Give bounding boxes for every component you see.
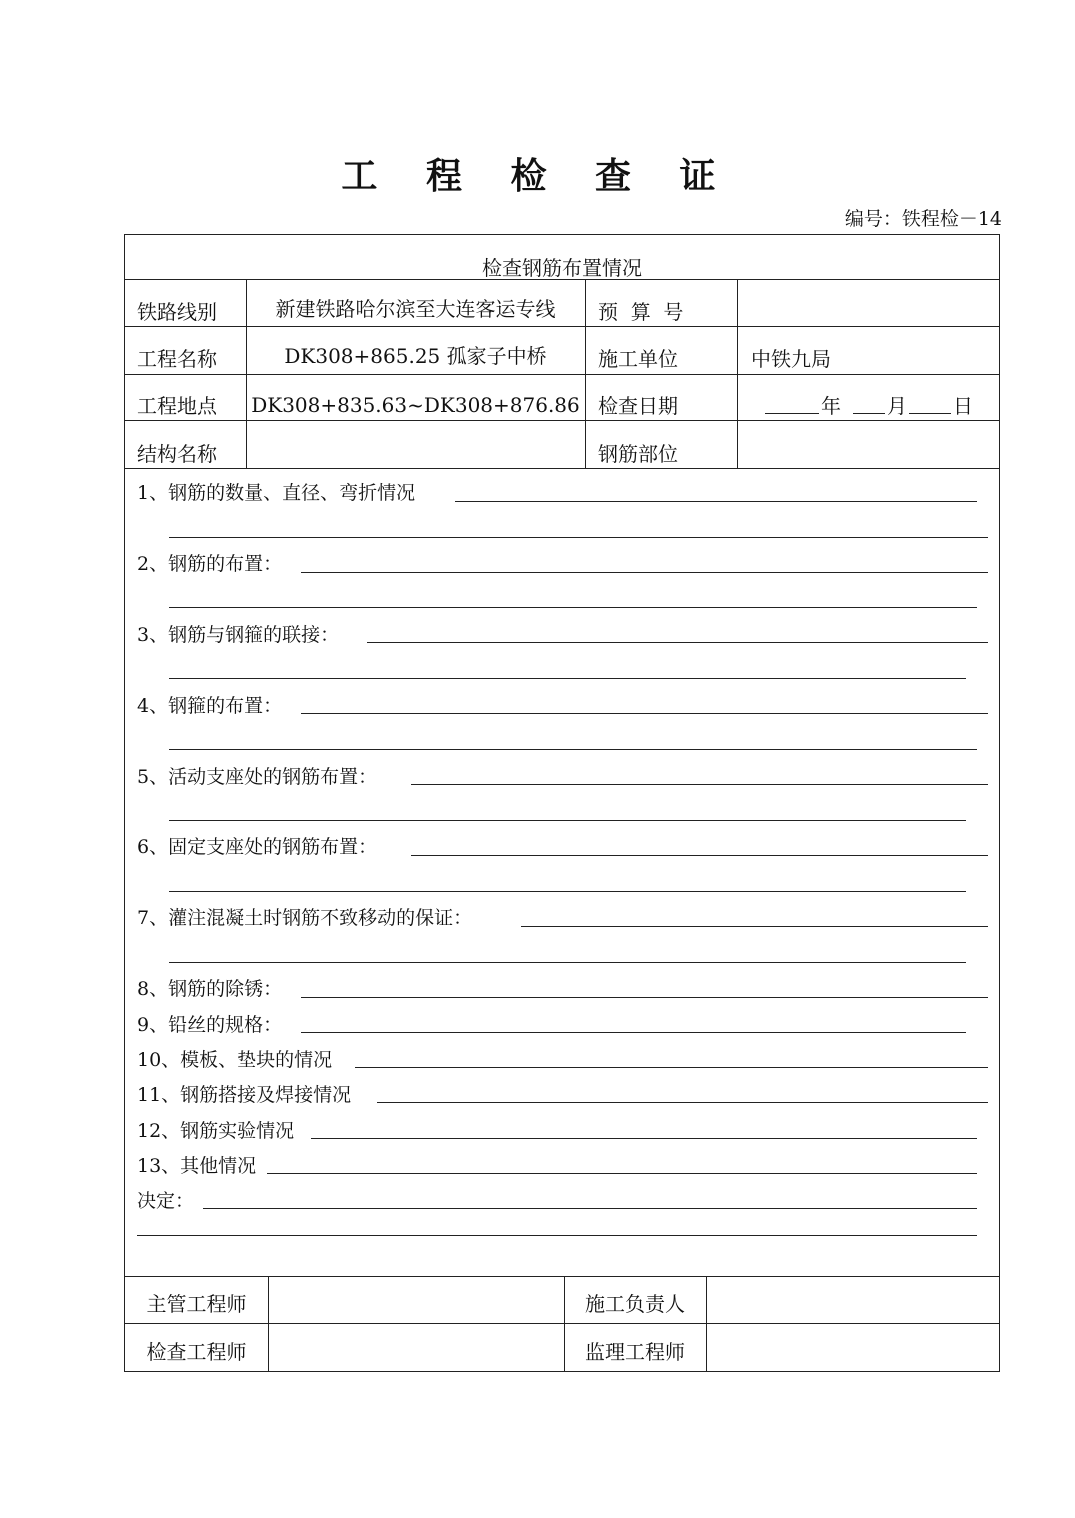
divider	[585, 279, 586, 468]
answer-line	[301, 1032, 966, 1033]
answer-line	[355, 1067, 988, 1068]
day-blank	[909, 413, 951, 414]
checklist-item-2: 2、钢筋的布置：	[137, 553, 283, 575]
answer-line	[169, 820, 966, 821]
chief-engineer-label: 主管工程师	[146, 1292, 247, 1316]
checklist-item-7: 7、灌注混凝土时钢筋不致移动的保证：	[137, 907, 473, 929]
answer-line	[521, 926, 988, 927]
answer-line	[169, 607, 977, 608]
rebar-position-label: 钢筋部位	[598, 442, 678, 466]
project-name-label: 工程名称	[137, 347, 217, 371]
answer-line	[311, 1138, 977, 1139]
checklist-item-1: 1、钢筋的数量、直径、弯折情况	[137, 482, 416, 504]
answer-line	[169, 749, 977, 750]
answer-line	[169, 537, 988, 538]
answer-line	[301, 997, 988, 998]
checklist-item-3: 3、钢筋与钢箍的联接：	[137, 624, 340, 646]
construction-lead-label: 施工负责人	[585, 1292, 685, 1316]
divider	[125, 420, 999, 421]
checklist-item-5: 5、活动支座处的钢筋布置：	[137, 766, 378, 788]
decision-label: 决定：	[137, 1190, 195, 1212]
divider	[125, 468, 999, 469]
month-blank	[853, 413, 885, 414]
answer-line	[169, 891, 966, 892]
inspecting-engineer-label: 检查工程师	[146, 1340, 247, 1364]
checklist-item-4: 4、钢箍的布置：	[137, 695, 283, 717]
answer-line	[203, 1208, 977, 1209]
project-location-label: 工程地点	[137, 394, 217, 418]
checklist-item-12: 12、钢筋实验情况	[137, 1120, 295, 1142]
divider	[737, 279, 738, 468]
divider	[125, 279, 999, 280]
inspection-form	[124, 234, 1000, 1372]
answer-line	[169, 678, 966, 679]
divider	[125, 326, 999, 327]
construction-unit-label: 施工单位	[598, 347, 678, 371]
month-label: 月	[887, 394, 907, 418]
budget-number-label: 预 算 号	[598, 300, 684, 324]
divider	[125, 1276, 999, 1277]
answer-line	[367, 642, 988, 643]
answer-line	[169, 962, 966, 963]
answer-line	[137, 1235, 977, 1236]
divider	[268, 1276, 269, 1371]
answer-line	[267, 1173, 977, 1174]
answer-line	[411, 784, 988, 785]
answer-line	[455, 501, 977, 502]
checklist-item-13: 13、其他情况	[137, 1155, 257, 1177]
supervising-engineer-label: 监理工程师	[585, 1340, 685, 1364]
answer-line	[301, 572, 988, 573]
railway-line-label: 铁路线别	[137, 300, 217, 324]
divider	[706, 1276, 707, 1371]
answer-line	[301, 713, 988, 714]
checklist-item-8: 8、钢筋的除锈：	[137, 978, 283, 1000]
document-title: 工 程 检 查 证	[341, 155, 734, 197]
answer-line	[411, 855, 988, 856]
day-label: 日	[953, 394, 973, 418]
project-name-value: DK308+865.25 孤家子中桥	[284, 344, 547, 368]
structure-name-label: 结构名称	[137, 442, 217, 466]
construction-unit-value: 中铁九局	[751, 347, 831, 371]
checklist-item-10: 10、模板、垫块的情况	[137, 1049, 333, 1071]
checklist-item-6: 6、固定支座处的钢筋布置：	[137, 836, 378, 858]
answer-line	[377, 1102, 988, 1103]
checklist-item-9: 9、铅丝的规格：	[137, 1014, 283, 1036]
section-title: 检查钢筋布置情况	[482, 256, 642, 280]
project-location-value: DK308+835.63~DK308+876.86	[251, 393, 580, 417]
document-number: 编号：铁程检－14	[844, 208, 1002, 230]
checklist-item-11: 11、钢筋搭接及焊接情况	[137, 1084, 352, 1106]
divider	[125, 374, 999, 375]
inspection-date-label: 检查日期	[598, 394, 678, 418]
year-blank	[765, 413, 819, 414]
divider	[125, 1323, 999, 1324]
railway-line-value: 新建铁路哈尔滨至大连客运专线	[275, 297, 556, 321]
year-label: 年	[821, 394, 841, 418]
